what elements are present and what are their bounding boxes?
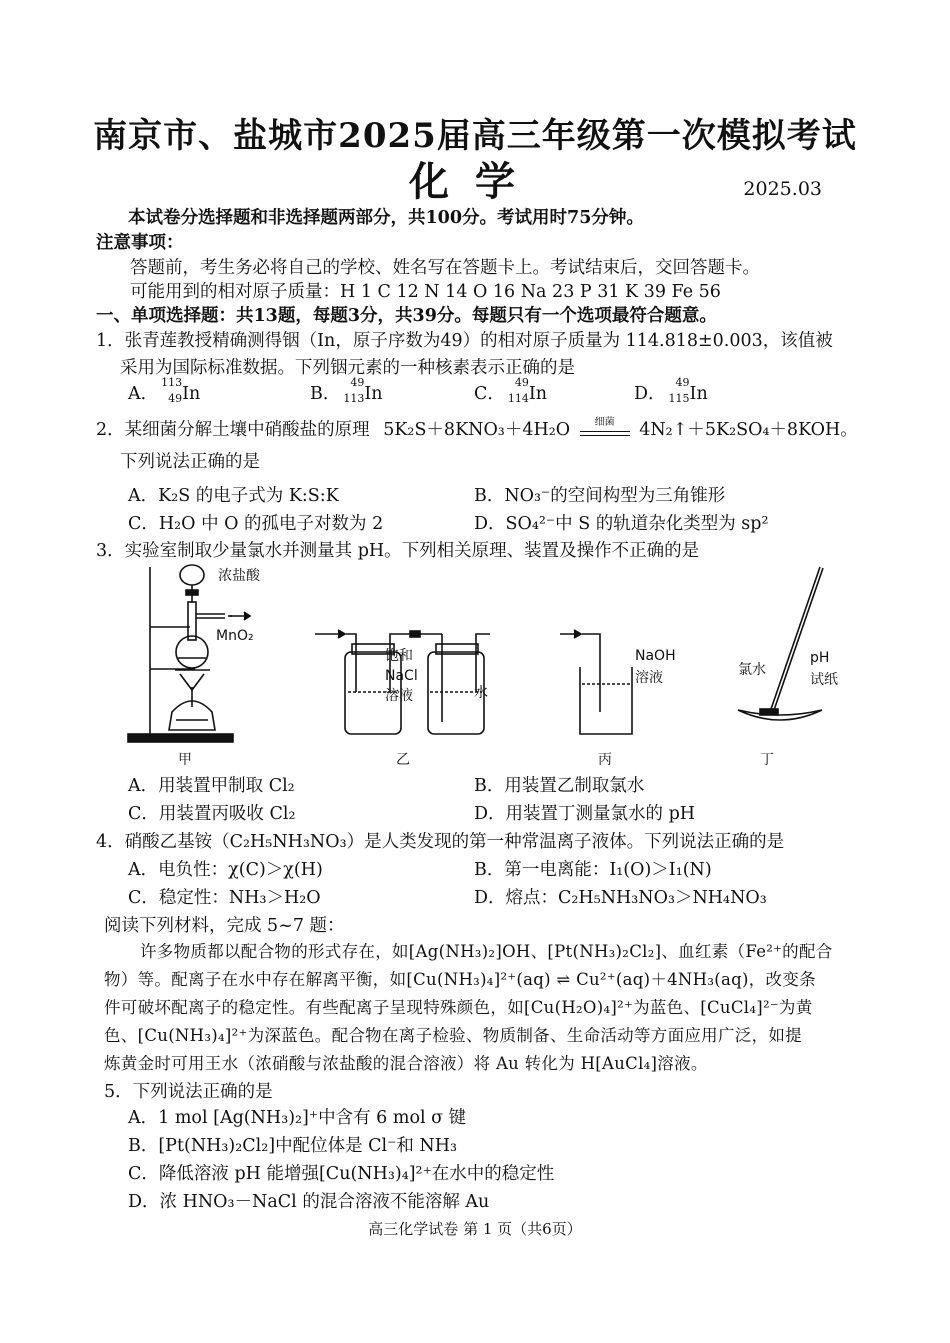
q3-option-d: D．用装置丁测量氯水的 pH — [474, 804, 696, 824]
q1-stem-line-2: 采用为国际标准数据。下列铟元素的一种核素表示正确的是 — [120, 358, 575, 378]
label-naoh-2: 溶液 — [635, 670, 663, 686]
reading-line-2: 物）等。配离子在水中存在解离平衡，如[Cu(NH₃)₄]²⁺(aq) ⇌ Cu²⁺(aq)＋4NH₃(aq)，改变条 — [104, 970, 816, 989]
reading-line-1: 许多物质都以配合物的形式存在，如[Ag(NH₃)₂]OH、[Pt(NH₃)₂Cl₂]、血红素（Fe²⁺的配合 — [140, 942, 833, 961]
exam-title: 南京市、盐城市2025届高三年级第一次模拟考试 — [93, 116, 857, 156]
q5-option-b: B．[Pt(NH₃)₂Cl₂]中配位体是 Cl⁻和 NH₃ — [128, 1136, 458, 1156]
q2-option-c: C．H₂O 中 O 的孤电子对数为 2 — [128, 514, 384, 534]
label-sat-nacl-2: NaCl — [385, 668, 418, 684]
section-1-heading: 一、单项选择题：共13题，每题3分，共39分。每题只有一个选项最符合题意。 — [96, 306, 717, 326]
q2-option-a: A．K₂S 的电子式为 K:S:K — [128, 486, 339, 506]
q1-option-c: C． 49 114 In — [474, 376, 548, 405]
exam-info: 本试卷分选择题和非选择题两部分，共100分。考试用时75分钟。 — [128, 208, 644, 228]
q5-option-a: A．1 mol [Ag(NH₃)₂]⁺中含有 6 mol σ 键 — [128, 1108, 467, 1128]
label-ph-paper-1: pH — [810, 650, 830, 666]
reading-line-5: 炼黄金时可用王水（浓硝酸与浓盐酸的混合溶液）将 Au 转化为 H[AuCl₄]溶液。 — [104, 1054, 708, 1073]
page-footer: 高三化学试卷 第 1 页（共6页） — [368, 1220, 582, 1238]
q3-option-c: C．用装置丙吸收 Cl₂ — [128, 804, 296, 824]
label-water: 水 — [474, 685, 488, 701]
exam-date: 2025.03 — [743, 178, 822, 200]
q2-option-b: B．NO₃⁻的空间构型为三角锥形 — [474, 486, 726, 506]
q2-question: 下列说法正确的是 — [120, 452, 260, 472]
q4-option-a: A．电负性：χ(C)＞χ(H) — [128, 860, 323, 880]
notice-heading: 注意事项： — [96, 233, 184, 253]
label-conc-hcl: 浓盐酸 — [218, 568, 260, 584]
q2-option-d: D．SO₄²⁻中 S 的轨道杂化类型为 sp² — [474, 514, 769, 534]
q3-apparatus-figure — [120, 562, 860, 772]
q4-option-b: B．第一电离能：I₁(O)＞I₁(N) — [474, 860, 712, 880]
q3-stem: 3．实验室制取少量氯水并测量其 pH。下列相关原理、装置及操作不正确的是 — [96, 541, 700, 561]
q1-option-b: B． 49 113 In — [310, 376, 383, 405]
subject-title: 化学 — [409, 158, 541, 205]
q1-stem-line-1: 1．张青莲教授精确测得铟（In，原子序数为49）的相对原子质量为 114.818±0.003，该值被 — [96, 331, 833, 351]
q4-option-c: C．稳定性：NH₃＞H₂O — [128, 888, 321, 908]
reading-intro: 阅读下列材料，完成 5~7 题： — [104, 916, 345, 936]
q2-reaction-arrow: 细菌 — [576, 421, 634, 441]
label-ding: 丁 — [760, 752, 774, 768]
q4-stem: 4．硝酸乙基铵（C₂H₅NH₃NO₃）是人类发现的第一种常温离子液体。下列说法正确的是 — [96, 832, 785, 852]
apparatus-bing — [560, 630, 632, 734]
q4-option-d: D．熔点：C₂H₅NH₃NO₃＞NH₄NO₃ — [474, 888, 767, 908]
label-bing: 丙 — [598, 752, 612, 768]
q2-stem: 2．某细菌分解土壤中硝酸盐的原理 5K₂S＋8KNO₃＋4H₂O 细菌 4N₂↑＋5K₂SO₄＋8KOH。 — [96, 416, 858, 440]
atomic-masses: 可能用到的相对原子质量：H 1 C 12 N 14 O 16 Na 23 P 31 K 39 Fe 56 — [130, 282, 721, 302]
q5-stem: 5．下列说法正确的是 — [104, 1082, 273, 1102]
label-sat-nacl-3: 溶液 — [385, 688, 413, 704]
notice-text: 答题前，考生务必将自己的学校、姓名写在答题卡上。考试结束后，交回答题卡。 — [130, 258, 760, 278]
label-chlorine-water: 氯水 — [738, 662, 766, 678]
label-naoh-1: NaOH — [635, 648, 676, 664]
label-ph-paper-2: 试纸 — [810, 672, 838, 688]
label-jia: 甲 — [178, 752, 192, 768]
apparatus-jia — [128, 565, 233, 742]
reading-line-3: 件可破坏配离子的稳定性。有些配离子呈现特殊颜色，如[Cu(H₂O)₄]²⁺为蓝色、[CuCl₄]²⁻为黄 — [104, 998, 813, 1017]
q5-option-c: C．降低溶液 pH 能增强[Cu(NH₃)₄]²⁺在水中的稳定性 — [128, 1164, 555, 1184]
q5-option-d: D．浓 HNO₃－NaCl 的混合溶液不能溶解 Au — [128, 1192, 490, 1212]
reading-line-4: 色、[Cu(NH₃)₄]²⁺为深蓝色。配合物在离子检验、物质制备、生命活动等方面应用广泛，如提 — [104, 1026, 802, 1045]
q1-option-a: A． 113 49 In — [128, 376, 201, 405]
label-mno2: MnO₂ — [216, 628, 254, 644]
label-sat-nacl-1: 饱和 — [385, 648, 413, 664]
apparatus-ding — [738, 567, 823, 720]
q3-option-a: A．用装置甲制取 Cl₂ — [128, 776, 295, 796]
label-yi: 乙 — [396, 752, 410, 768]
q3-option-b: B．用装置乙制取氯水 — [474, 776, 645, 796]
q1-option-d: D． 49 115 In — [634, 376, 708, 405]
